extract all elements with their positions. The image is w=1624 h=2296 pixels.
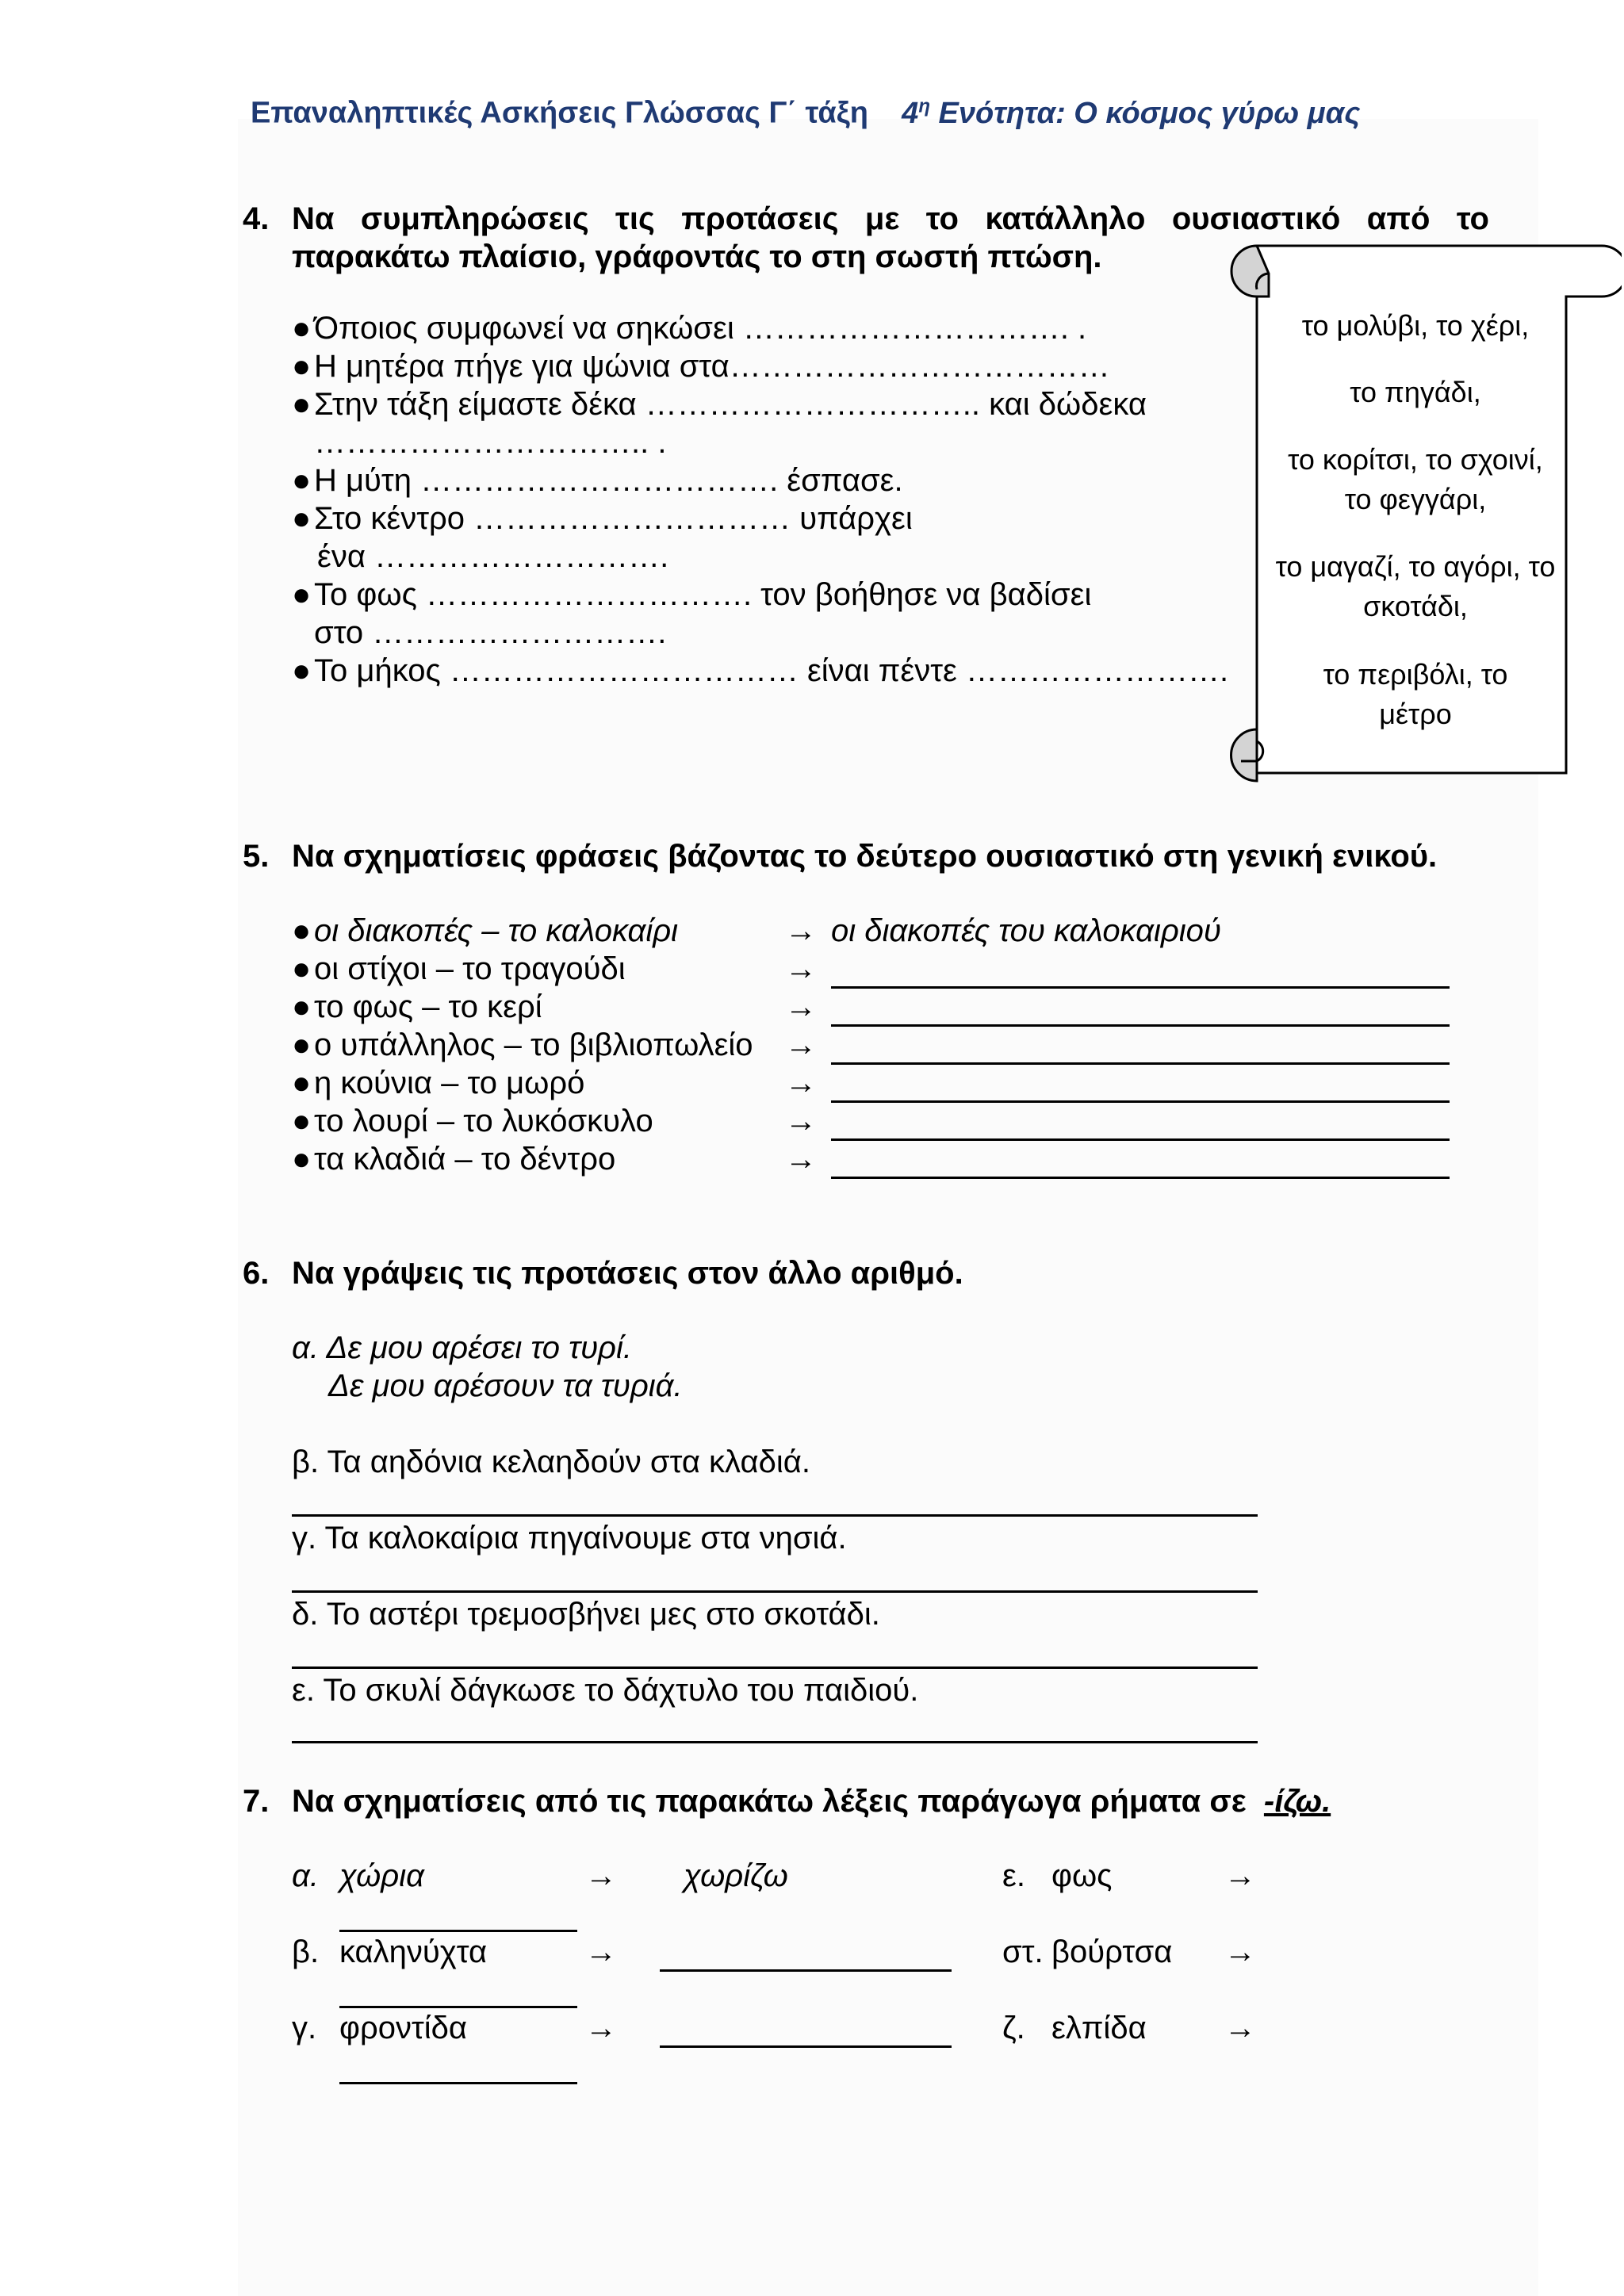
- q5-item-5: ●το λουρί – το λυκόσκυλο: [292, 1104, 653, 1138]
- q7-word-st: βούρτσα: [1051, 1934, 1173, 1969]
- q4-item-6: ●Το φως …………………………. τον βοήθησε να βαδίσει: [292, 577, 1092, 612]
- header-section: $4^\eta$ Ενότητα: Ο κόσμος γύρω μας: [902, 95, 1361, 130]
- q4-item-5-cont: ένα ……………………….: [317, 539, 669, 574]
- q4-item-2: ●Η μητέρα πήγε για ψώνια στα………………………………: [292, 349, 1110, 384]
- q5-answer-line-2[interactable]: [831, 1024, 1450, 1027]
- header-title: Επαναληπτικές Ασκήσεις Γλώσσας Γ΄ τάξη: [251, 96, 868, 130]
- arrow-icon: →: [785, 1066, 817, 1100]
- q7-blank-g[interactable]: [339, 2082, 577, 2084]
- page-header: [251, 95, 1360, 131]
- arrow-icon: →: [1224, 2011, 1256, 2045]
- box-word-group-4: το μαγαζί, το αγόρι, το σκοτάδι,: [1275, 550, 1556, 622]
- q6-answer-line-3[interactable]: [292, 1667, 1258, 1669]
- q4-item-6-cont: στο ……………………….: [314, 615, 667, 650]
- q6-item-3: δ. Το αστέρι τρεμοσβήνει μες στο σκοτάδι.: [292, 1597, 880, 1632]
- q4-title-line1: Να συμπληρώσεις τις προτάσεις με το κατάλληλο ουσιαστικό από το: [292, 201, 1489, 236]
- q7-letter-g: γ.: [292, 2011, 317, 2045]
- q5-number: 5.: [243, 839, 270, 874]
- q5-answer-line-3[interactable]: [831, 1062, 1450, 1065]
- q5-answer-line-5[interactable]: [831, 1138, 1450, 1141]
- arrow-icon: →: [785, 913, 817, 948]
- q6-item-1: β. Τα αηδόνια κελαηδούν στα κλαδιά.: [292, 1445, 810, 1479]
- box-word-group-3: το κορίτσι, το σχοινί, το φεγγάρι,: [1288, 443, 1543, 515]
- arrow-icon: →: [785, 1027, 817, 1062]
- q5-answer-line-6[interactable]: [831, 1177, 1450, 1179]
- q7-answer-line-b[interactable]: [660, 1969, 952, 1972]
- q7-letter-b: β.: [292, 1934, 320, 1969]
- q5-answer-line-4[interactable]: [831, 1100, 1450, 1103]
- q6-answer-line-4[interactable]: [292, 1741, 1258, 1743]
- q5-item-1: ●οι στίχοι – το τραγούδι: [292, 951, 626, 986]
- q5-item-3: ●ο υπάλληλος – το βιβλιοπωλείο: [292, 1027, 753, 1062]
- arrow-icon: →: [785, 951, 817, 986]
- q5-title: Να σχηματίσεις φράσεις βάζοντας το δεύτερο ουσιαστικό στη γενική ενικού.: [292, 839, 1438, 874]
- box-word-group-2: το πηγάδι,: [1350, 376, 1481, 408]
- q7-title: Να σχηματίσεις από τις παρακάτω λέξεις παράγωγα ρήματα σε -ίζω.: [292, 1784, 1331, 1819]
- q7-word-a: χώρια: [339, 1858, 424, 1893]
- q6-item-4: ε. Το σκυλί δάγκωσε το δάχτυλο του παιδιού.: [292, 1673, 919, 1708]
- q5-item-6: ●τα κλαδιά – το δέντρο: [292, 1142, 616, 1177]
- q5-item-2: ●το φως – το κερί: [292, 989, 542, 1024]
- q5-example-left: ●οι διακοπές – το καλοκαίρι: [292, 913, 679, 948]
- box-word-group-5: το περιβόλι, το μέτρο: [1323, 658, 1508, 730]
- arrow-icon: →: [585, 1858, 617, 1893]
- q7-word-e: φως: [1051, 1858, 1113, 1893]
- q4-item-1: ●Όποιος συμφωνεί να σηκώσει …………………………. .: [292, 311, 1087, 346]
- q6-example-line2: Δε μου αρέσουν τα τυριά.: [328, 1368, 683, 1403]
- q7-word-z: ελπίδα: [1051, 2011, 1147, 2045]
- q6-title: Να γράψεις τις προτάσεις στον άλλο αριθμό.: [292, 1256, 963, 1291]
- q4-item-5: ●Στο κέντρο ………………………… υπάρχει: [292, 501, 913, 536]
- q4-item-4: ●Η μύτη ……………………………. έσπασε.: [292, 463, 903, 498]
- q6-item-2: γ. Τα καλοκαίρια πηγαίνουμε στα νησιά.: [292, 1521, 847, 1556]
- q7-word-b: καληνύχτα: [339, 1934, 488, 1969]
- arrow-icon: →: [585, 1934, 617, 1969]
- q4-item-7: ●Το μήκος …………………………… είναι πέντε …………………….: [292, 653, 1229, 688]
- q5-example-right: οι διακοπές του καλοκαιριού: [831, 913, 1221, 948]
- q4-item-3: ●Στην τάξη είμαστε δέκα ………………………….. και δώδεκα: [292, 387, 1147, 422]
- q7-blank-a[interactable]: [339, 1930, 577, 1932]
- q7-answer-line-g[interactable]: [660, 2045, 952, 2048]
- arrow-icon: →: [785, 1104, 817, 1138]
- arrow-icon: →: [1224, 1934, 1256, 1969]
- q6-answer-line-1[interactable]: [292, 1514, 1258, 1517]
- arrow-icon: →: [585, 2011, 617, 2045]
- q7-letter-a: α.: [292, 1858, 319, 1893]
- q7-number: 7.: [243, 1784, 270, 1819]
- q6-number: 6.: [243, 1256, 270, 1291]
- arrow-icon: →: [785, 1142, 817, 1177]
- q5-item-4: ●η κούνια – το μωρό: [292, 1066, 585, 1100]
- q5-answer-line-1[interactable]: [831, 986, 1450, 989]
- arrow-icon: →: [1224, 1858, 1256, 1893]
- arrow-icon: →: [785, 989, 817, 1024]
- q6-answer-line-2[interactable]: [292, 1590, 1258, 1593]
- q7-suffix: -ίζω.: [1263, 1784, 1331, 1819]
- q7-letter-e: ε.: [1002, 1858, 1025, 1893]
- q7-word-g: φροντίδα: [339, 2011, 468, 2045]
- q7-letter-st: στ.: [1002, 1934, 1044, 1969]
- box-word-group-1: το μολύβι, το χέρι,: [1301, 309, 1530, 342]
- q4-number: 4.: [243, 201, 270, 236]
- q7-letter-z: ζ.: [1002, 2011, 1025, 2045]
- q4-title-line2: παρακάτω πλαίσιο, γράφοντάς το στη σωστή πτώση.: [292, 239, 1102, 274]
- q6-example-line1: α. Δε μου αρέσει το τυρί.: [292, 1330, 632, 1365]
- q4-item-3-cont: ………………………….. .: [314, 425, 667, 460]
- q7-answer-a: χωρίζω: [684, 1858, 788, 1893]
- q7-blank-b[interactable]: [339, 2006, 577, 2008]
